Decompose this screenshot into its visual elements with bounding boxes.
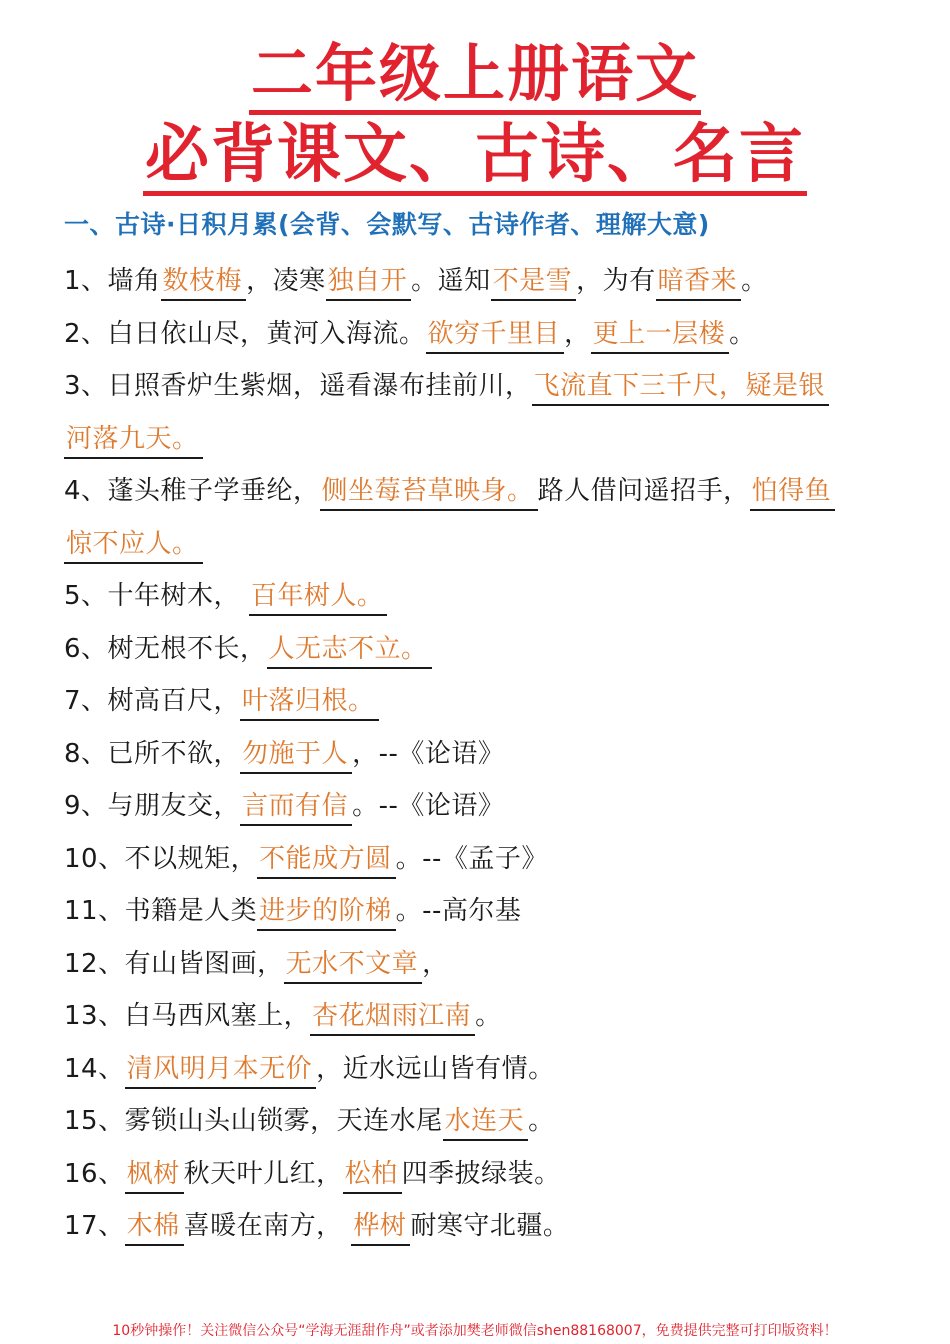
answer-blank: 无水不文章 [284,946,423,984]
title-block [0,38,950,196]
list-item [64,623,864,676]
list-item [64,728,864,781]
list-item [64,518,864,571]
line-text: ， [422,948,449,979]
answer-blank: 杏花烟雨江南 [310,998,475,1036]
list-item [64,780,864,833]
line-text: 7、树高百尺， [64,686,241,716]
line-text: 8、已所不欲， [64,738,241,769]
answer-blank: 桦树 [351,1208,410,1246]
line-text: 1、墙角 [64,266,161,296]
list-item [64,1148,864,1201]
line-text: 。--高尔基 [395,896,522,926]
answer-blank: 不是雪 [491,263,577,301]
line-text: 。 [528,1106,555,1136]
answer-blank: 飞流直下三千尺，疑是银 [532,368,830,406]
line-text: 。 [475,1001,502,1031]
title-line-2: 必背课文、古诗、名言 [143,119,807,196]
line-text: 路人借问遥招手， [537,476,750,506]
line-text: 喜暖在南方， [183,1211,352,1241]
answer-blank: 清风明月本无价 [125,1051,317,1089]
list-item [64,1043,864,1096]
line-text: 3、日照香炉生紫烟，遥看瀑布挂前川， [64,371,532,401]
line-text: 11、书籍是人类 [64,896,258,926]
list-item [64,570,864,623]
line-text: ，凌寒 [246,266,326,296]
answer-blank: 枫树 [125,1156,184,1194]
line-text: 14、 [64,1053,125,1084]
answer-blank: 言而有信 [240,788,352,826]
line-text: ， [564,318,591,349]
answer-blank: 勿施于人 [240,736,352,774]
answer-blank: 河落九天。 [64,421,203,459]
line-text: 6、树无根不长， [64,633,267,664]
line-text: 。遥知 [411,266,491,296]
answer-blank: 人无志不立。 [267,631,432,669]
list-item [64,938,864,991]
line-text: 2、白日依山尽，黄河入海流。 [64,318,426,349]
list-item [64,255,864,308]
line-text: 15、雾锁山头山锁雾，天连水尾 [64,1106,443,1136]
answer-blank: 侧坐莓苔草映身。 [320,473,538,511]
answer-blank: 百年树人。 [249,578,388,616]
line-text: 。--《孟子》 [395,843,548,874]
recitation-list [64,255,864,1253]
answer-blank: 独自开 [326,263,412,301]
line-text: 13、白马西风塞上， [64,1001,311,1031]
list-item [64,308,864,361]
answer-blank: 数枝梅 [161,263,247,301]
line-text: 16、 [64,1158,125,1189]
list-item [64,990,864,1043]
list-item [64,1200,864,1253]
line-text: ，为有 [576,266,656,296]
line-text: 9、与朋友交， [64,791,241,821]
line-text: ，近水远山皆有情。 [316,1053,555,1084]
line-text: 10、不以规矩， [64,843,258,874]
answer-blank: 怕得鱼 [750,473,836,511]
list-item [64,833,864,886]
list-item [64,360,864,413]
answer-blank: 欲穷千里目 [426,316,565,354]
line-text: 四季披绿装。 [401,1158,561,1189]
line-text: 秋天叶儿红， [183,1158,343,1189]
list-item [64,465,864,518]
line-text: 。 [729,318,756,349]
line-text: 4、蓬头稚子学垂纶， [64,476,320,506]
line-text: 。 [741,266,768,296]
list-item [64,675,864,728]
list-item [64,885,864,938]
answer-blank: 更上一层楼 [591,316,730,354]
line-text: 耐寒守北疆。 [410,1211,570,1241]
section-heading: 一、古诗·日积月累(会背、会默写、古诗作者、理解大意) [64,210,710,239]
footer-note: 10秒钟操作！关注微信公众号“学海无涯甜作舟”或者添加樊老师微信shen88168007，免费提供完整可打印版资料！ [112,1323,838,1339]
answer-blank: 松柏 [343,1156,402,1194]
list-item [64,1095,864,1148]
line-text: 17、 [64,1211,125,1241]
answer-blank: 不能成方圆 [257,841,396,879]
answer-blank: 惊不应人。 [64,526,203,564]
title-line-1: 二年级上册语文 [249,38,701,115]
line-text: ，--《论语》 [352,738,505,769]
line-text: 。--《论语》 [352,791,505,821]
answer-blank: 水连天 [443,1103,529,1141]
answer-blank: 进步的阶梯 [257,893,396,931]
answer-blank: 暗香来 [656,263,742,301]
answer-blank: 木棉 [125,1208,184,1246]
answer-blank: 叶落归根。 [240,683,379,721]
line-text: 12、有山皆图画， [64,948,284,979]
line-text: 5、十年树木， [64,581,249,611]
list-item [64,413,864,466]
